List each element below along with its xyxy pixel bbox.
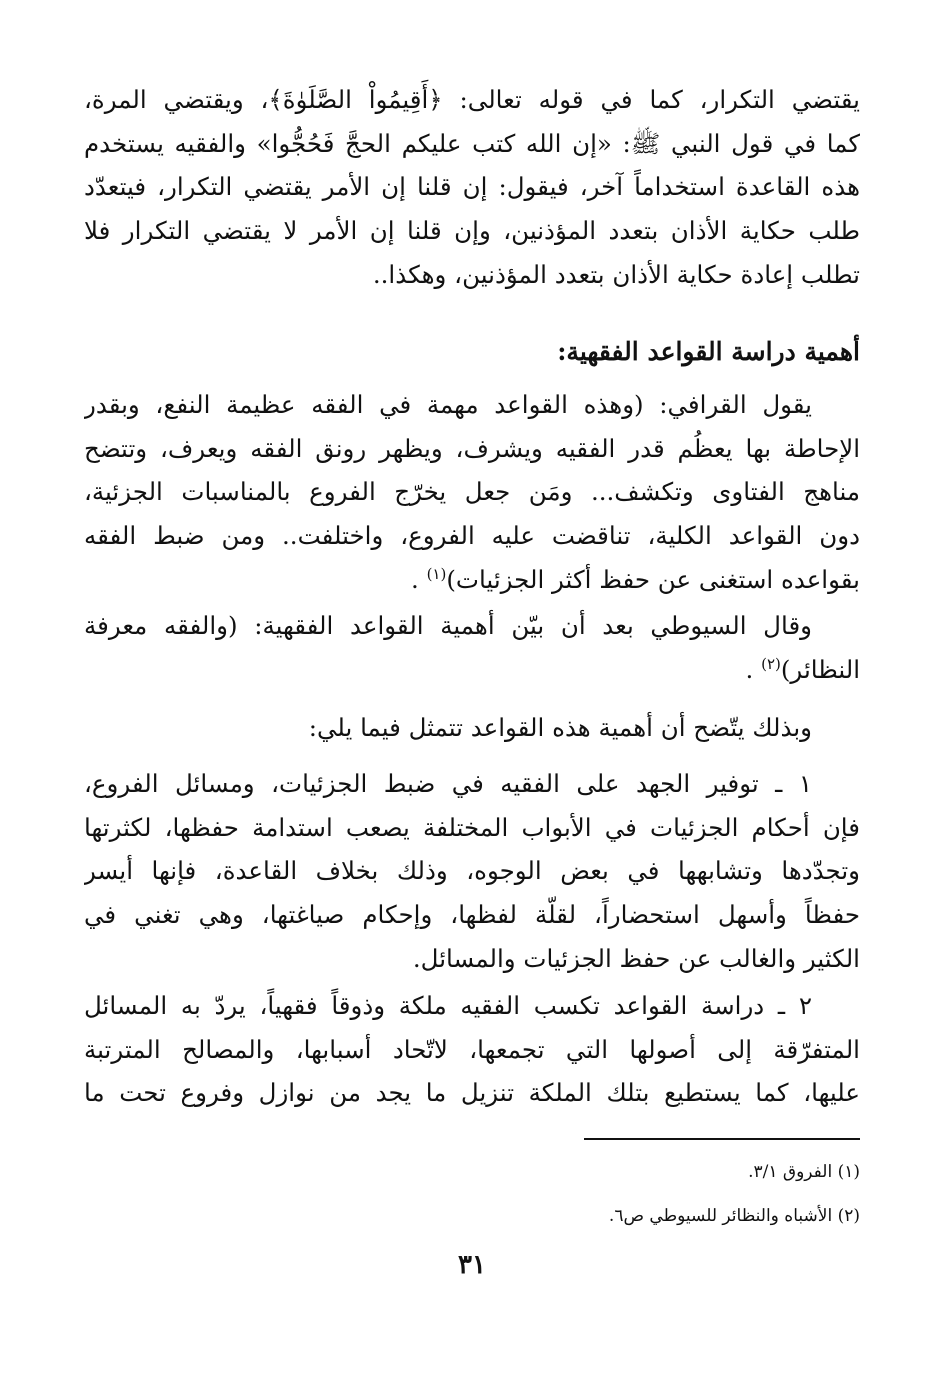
text-line: طلب حكاية الأذان بتعدد المؤذنين، وإن قلنا إن الأمر لا يقتضي التكرار فلا <box>84 216 860 246</box>
text-line: ٢ ـ دراسة القواعد تكسب الفقيه ملكة وذوقاً فقهياً، يردّ به المسائل <box>84 991 812 1020</box>
footnote-reference[interactable]: (١) <box>426 564 447 583</box>
footnote-2: (٢) الأشباه والنظائر للسيوطي ص٦. <box>608 1206 860 1226</box>
text-line: حفظاً وأسهل استحضاراً، لقلّة لفظها، وإحكام صياغتها، وهي تغني في <box>84 900 860 930</box>
qarafi-quote-paragraph <box>84 383 860 602</box>
text-line: دون القواعد الكلية، تناقضت عليه الفروع، واختلفت.. ومن ضبط الفقه <box>84 521 860 551</box>
text-line: يقتضي التكرار، كما في قوله تعالى: ﴿أَقِيمُواْ الصَّلَوٰةَ﴾، ويقتضي المرة، <box>84 85 860 114</box>
footnote-divider <box>584 1138 860 1140</box>
text-line: الإحاطة بها يعظُم قدر الفقيه ويشرف، ويظهر رونق الفقه ويعرف، وتتضح <box>84 433 860 463</box>
text-line: الكثير والغالب عن حفظ الجزئيات والمسائل. <box>412 943 860 973</box>
text-line: بقواعده استغنى عن حفظ أكثر الجزئيات)$^{(١)}$ . <box>410 564 860 594</box>
text-line: فإن أحكام الجزئيات في الأبواب المختلفة يصعب استدامة حفظها، لكثرتها <box>84 812 860 842</box>
text-line: مناهج الفتاوى وتكشف... ومَن جعل يخرّج الفروع بالمناسبات الجزئية، <box>84 477 860 507</box>
text-line: تطلب إعادة حكاية الأذان بتعدد المؤذنين، وهكذا.. <box>372 259 860 289</box>
text-line: كما في قول النبي ﷺ: «إن الله كتب عليكم الحجَّ فَحُجُّوا» والفقيه يستخدم <box>84 128 860 158</box>
text-line: وتجدّدها وتشابهها في بعض الوجوه، وذلك بخلاف القاعدة، فإنها أيسر <box>84 856 860 886</box>
text-line: عليها، كما يستطيع بتلك الملكة تنزيل ما يجد من نوازل وفروع تحت ما <box>84 1078 860 1108</box>
section-heading: أهمية دراسة القواعد الفقهية: <box>557 337 860 366</box>
page-number: ٣١ <box>458 1250 486 1280</box>
text-line: المتفرّقة إلى أصولها التي تجمعها، لاتّحاد أسبابها، والمصالح المترتبة <box>84 1034 860 1064</box>
footnote-1: (١) الفروق ٣/١. <box>748 1162 860 1182</box>
summary-paragraph <box>84 706 860 750</box>
text-line: وقال السيوطي بعد أن بيّن أهمية القواعد الفقهية: (والفقه معرفة <box>84 611 812 640</box>
footnotes <box>84 1150 860 1238</box>
footnote-reference[interactable]: (٢) <box>761 654 781 673</box>
point-two-paragraph <box>84 984 860 1115</box>
text-line: وبذلك يتّضح أن أهمية هذه القواعد تتمثل فيما يلي: <box>308 713 812 742</box>
intro-paragraph <box>84 78 860 297</box>
text-line: النظائر)$^{(٢)}$ . <box>745 654 860 684</box>
text-line: هذه القاعدة استخداماً آخر، فيقول: إن قلنا إن الأمر يقتضي التكرار، فيتعدّد <box>84 172 860 202</box>
text-line: يقول القرافي: (وهذه القواعد مهمة في الفقه عظيمة النفع، وبقدر <box>84 390 812 419</box>
suyuti-quote-paragraph <box>84 604 860 691</box>
point-one-paragraph <box>84 762 860 981</box>
text-line: ١ ـ توفير الجهد على الفقيه في ضبط الجزئيات، ومسائل الفروع، <box>84 769 812 798</box>
